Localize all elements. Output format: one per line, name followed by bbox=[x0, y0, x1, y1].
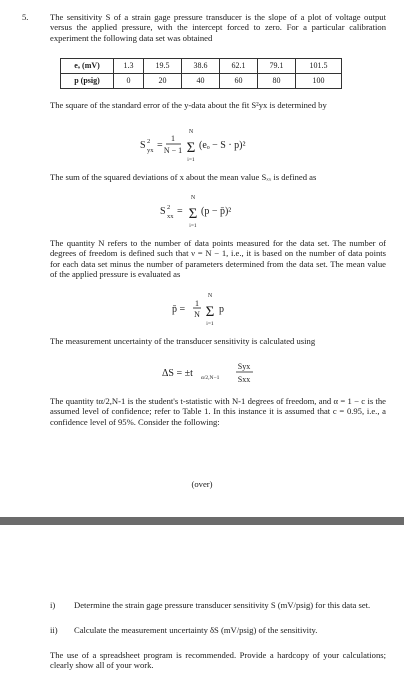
uncertainty-equation bbox=[162, 356, 272, 390]
eq2-term: (p − p̄)² bbox=[201, 206, 232, 217]
table-cell: 79.1 bbox=[258, 59, 296, 74]
eq1-frac-den: N − 1 bbox=[163, 146, 183, 155]
eq1-lhs: S bbox=[140, 140, 146, 151]
calibration-data-table bbox=[60, 58, 342, 89]
uncertainty-paragraph: The measurement uncertainty of the transducer sensitivity is calculated using bbox=[50, 336, 316, 346]
item-text: Determine the strain gage pressure transducer sensitivity S (mV/psig) for this data set. bbox=[74, 600, 371, 610]
list-item bbox=[50, 625, 386, 639]
eq1-frac-num: 1 bbox=[171, 134, 175, 143]
svg-text:=: = bbox=[177, 206, 183, 217]
eq4-frac-den: Sxx bbox=[237, 375, 251, 384]
voltage-row-label: eₒ (mV) bbox=[61, 59, 114, 74]
sigma-icon: Σ bbox=[186, 140, 196, 156]
table-cell: 60 bbox=[220, 74, 258, 89]
sum-squares-paragraph: The sum of the squared deviations of x about the mean value Sₓₓ is defined as bbox=[50, 172, 317, 182]
eq2-sum-top: N bbox=[190, 195, 196, 201]
table-cell: 101.5 bbox=[296, 59, 342, 74]
sum-squares-equation bbox=[160, 192, 260, 232]
std-error-equation bbox=[140, 124, 280, 166]
eq4-sub: α/2,N−1 bbox=[201, 375, 220, 381]
mean-pressure-equation bbox=[172, 290, 242, 330]
table-cell: 0 bbox=[114, 74, 144, 89]
t-statistic-paragraph: The quantity tα/2,N-1 is the student's t-statistic with N-1 degrees of freedom, and α = 1 − c is the assumed level of confidence; refer to Table 1. In this instance it is assumed that c = 0.95, i.e., a confidence level of 95%. Consider the following: bbox=[50, 396, 386, 427]
question-number: 5. bbox=[22, 12, 29, 22]
table-cell: 19.5 bbox=[144, 59, 182, 74]
table-cell: 62.1 bbox=[220, 59, 258, 74]
eq1-sum-top: N bbox=[188, 129, 194, 135]
table-cell: 100 bbox=[296, 74, 342, 89]
table-row bbox=[61, 74, 342, 89]
eq1-sub: yx bbox=[147, 147, 154, 154]
list-item bbox=[50, 600, 386, 624]
eq3-sum-bot: i=1 bbox=[206, 321, 214, 327]
dof-paragraph: The quantity N refers to the number of data points measured for the data set. The number of degrees of freedom is defined such that ν = N − 1, i.e., it is based on the number of data points for each data set minus the number of parameters determined from the data set. The mean value of the applied pressure is evaluated as bbox=[50, 238, 386, 280]
table-cell: 40 bbox=[182, 74, 220, 89]
eq2-sub: xx bbox=[167, 213, 174, 220]
eq3-term: p bbox=[219, 304, 224, 315]
eq1-term: (eₒ − S · p)² bbox=[199, 140, 246, 151]
item-label: i) bbox=[50, 600, 56, 610]
intro-paragraph: The sensitivity S of a strain gage pressure transducer is the slope of a plot of voltage output versus the applied pressure, with the intercept forced to zero. For a particular calibration experiment the following data set was obtained bbox=[50, 12, 386, 43]
sigma-icon: Σ bbox=[188, 206, 198, 222]
svg-text:=: = bbox=[157, 140, 163, 151]
table-row bbox=[61, 59, 342, 74]
eq4-lhs: ΔS = ±t bbox=[162, 368, 193, 379]
table-cell: 80 bbox=[258, 74, 296, 89]
table-cell: 1.3 bbox=[114, 59, 144, 74]
over-label: (over) bbox=[191, 479, 213, 489]
pressure-row-label: p (psig) bbox=[61, 74, 114, 89]
eq3-frac-den: N bbox=[194, 310, 200, 319]
closing-paragraph: The use of a spreadsheet program is recommended. Provide a hardcopy of your calculations; clearly show all of your work. bbox=[50, 650, 386, 671]
eq3-frac-num: 1 bbox=[195, 299, 199, 308]
page-divider bbox=[0, 517, 404, 525]
eq1-sup: 2 bbox=[147, 138, 151, 145]
eq4-frac-num: Syx bbox=[237, 362, 251, 371]
std-error-paragraph: The square of the standard error of the y-data about the fit S²yx is determined by bbox=[50, 100, 327, 110]
eq2-lhs: S bbox=[160, 206, 166, 217]
eq3-lhs: p̄ = bbox=[172, 304, 186, 315]
sigma-icon: Σ bbox=[205, 304, 215, 320]
table-cell: 20 bbox=[144, 74, 182, 89]
item-label: ii) bbox=[50, 625, 58, 635]
item-text: Calculate the measurement uncertainty δS (mV/psig) of the sensitivity. bbox=[74, 625, 318, 635]
eq3-sum-top: N bbox=[207, 293, 213, 299]
eq2-sum-bot: i=1 bbox=[189, 223, 197, 229]
eq2-sup: 2 bbox=[167, 204, 171, 211]
table-cell: 38.6 bbox=[182, 59, 220, 74]
eq1-sum-bot: i=1 bbox=[187, 157, 195, 163]
